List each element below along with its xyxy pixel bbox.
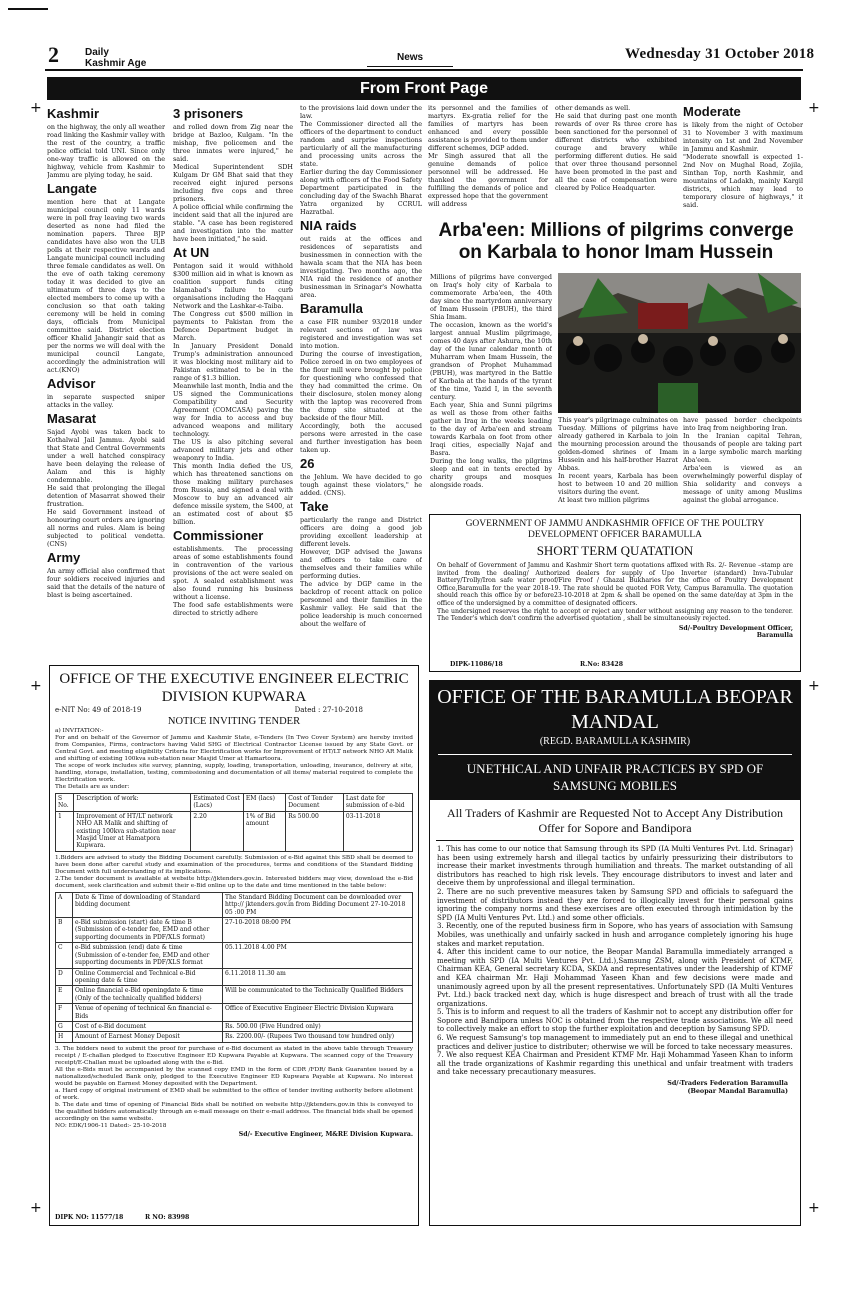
story-text: a case FIR number 93/2018 under relevant sections of law was registered and investigation was set into motion. During the course of investigation, Police zeroed in on two employees of the flour mill were brought by police for questioning who confessed that they had committed the crime. On their disclosure, stolen money along with the laptop was recovered from the dump site situated at the backside of the flour Mill. Accordingly, both the accused persons were arrested in the case and further investigation has been taken up. — [300, 318, 422, 454]
table-cell: Rs 500.00 — [286, 811, 344, 851]
registration-mark: + — [30, 678, 42, 694]
story-text: Pentagon said it would withhold $300 million aid in what is known as coalition support funds citing Islamabad's failure to curb organisations including the Haqqani Network and the Lashkar-e-Taiba. The Congress cut $500 million in payments to Pakistan from the Defence Department budget in March. In January President Donald Trump's administration announced it was blocking most military aid to Pakistan estimated to be in the range of $1.3 billion. Meanwhile last month, India and the US signed the Communications Compatibility and Security Agreement (COMCASA) paving the way for India to access and buy advanced weapons and military technology. The US is also pitching several advanced military jets and other weaponry to India. This month India defied the US, which has threatened sanctions on those making military purchases from Russia, and signed a deal with Moscow to buy an advanced air defence missile system, the S400, at an estimated cost of about $5 billion. — [173, 262, 293, 526]
story-text: is likely from the night of October 31 to November 3 with maximum intensity on 1st and 2nd November in Jammu and Kashmir. "Moderate snowfall is expected 1-2nd Nov on Mughal Road, Zojila, Sinthan Top, north Kashmir, and mountains of Ladakh, mainly Kargil districts, which may lead to temporary closure of highways," it said. — [683, 121, 803, 209]
table-cell: Cost of e-Bid document — [73, 1021, 223, 1031]
story-text: mention here that at Langate municipal council only 11 wards were in poll fray leaving two wards deserted as none had filed the nomination papers. Three BJP candidates have also won the ULB polls at their respective wards and Langate municipal council including three female candidates as well. On the eve of oath taking ceremony today it was decided to give an ultimatum of three days to the elected members to come up with a conclusion so that oath taking ceremony will be held in coming days, officials from Municipal committee said. District election officer Khalid Jahangir said that as per the norms we will deal with the municipal council Langate, accordingly the administration will act.(KNO) — [47, 198, 165, 374]
table-row — [56, 892, 413, 917]
table-row — [56, 918, 413, 943]
table-cell: Rs. 2200.00/- (Rupees Two thousand tow hundred only) — [223, 1032, 413, 1042]
table-cell: 2.20 — [191, 811, 244, 851]
table-cell: Improvement of HT/LT network NHO AR Malik and shifting of existing 100kva sub-station near Masjid Umer at Hamatpora Kupwara. — [74, 811, 191, 851]
table-cell: B — [56, 918, 73, 943]
column-3 — [300, 104, 422, 652]
table-row — [56, 943, 413, 968]
story-text: Sajad Ayobi was taken back to Kothalwal Jail Jammu. Ayobi said that State and Central Governments under a well hatched conspiracy have been delaying the release of Aalam and this is highly condemnable. He said that prolonging the illegal detention of Masarrat showed their frustration. He said Government instead of honouring court orders are ignoring all norms and rules. Alam is being subjected to political vendetta. (CNS) — [47, 428, 165, 548]
table-header: Cost of Tender Document — [286, 794, 344, 812]
corner-mark — [8, 8, 48, 10]
story-text: establishments. The processing areas of some establishments found in contravention of the various provisions of the act were sealed on spot. A sealed establishment was also found running his business without a license. The food safe establishments were directed to strictly adhere — [173, 545, 293, 617]
story-heading: Army — [47, 550, 81, 565]
table-header: Description of work: — [74, 794, 191, 812]
table-cell: 1% of Bid amount — [243, 811, 285, 851]
table-cell: E — [56, 986, 73, 1004]
story-heading: Take — [300, 499, 329, 514]
registration-mark: + — [808, 1200, 820, 1216]
table-cell: 03-11-2018 — [343, 811, 412, 851]
table-cell: F — [56, 1004, 73, 1022]
table-row — [56, 986, 413, 1004]
kupwara-terms: 3. The bidders need to submit the proof for purchase of e-Bid document as stated in the above table through Treasury receipt / E-challan pledged to Executive Engineer ED Kupwara Payable at Kupwara. The scanned copy of the Treasury receipt/E-Challan must be uploaded along with the e-Bid. All the e-Bids must be accompanied by the scanned copy EMD in the form of CDR /FDR/ Bank Guarantee issued by a nationalized/scheduled Bank only, pledged to the Executive Engineer ED Kupwara Payable at Kupwara. No interest would be payable on Earnest Money deposited with the Department. a. Hard copy of original instrument of EMD shall be submitted to the office of tender inviting authority before allotment of work. b. The date and time of opening of Financial Bids shall be notified on website http://jktenders.gov.in this is conveyed to the qualified bidders automatically through an e-mail message on their e-mail address. The financial bids shall be opened accordingly on the same website. NO: EDK/1906-11 Dated:- 25-10-2018 — [55, 1045, 413, 1129]
story-text: to the provisions laid down under the law. The Commissioner directed all the officers of the department to conduct random and surprise inspections particularly of all the manufacturing and processing units across the state. Earlier during the day Commissioner along with officers of the Food Safety Department participated in the concluding day of the Swachh Bharat Yatra organized by CCRUL Hazratbal. — [300, 104, 422, 216]
table-row — [56, 1021, 413, 1031]
kupwara-enit: e-NIT No: 49 of 2018-19 — [55, 706, 142, 714]
section-band: From Front Page — [47, 77, 801, 100]
beopar-subtitle: UNETHICAL AND UNFAIR PRACTICES BY SPD OF SAMSUNG MOBILES — [466, 761, 764, 793]
kupwara-works-table — [55, 793, 413, 852]
table-row — [56, 1004, 413, 1022]
arbaeen-text-2: This year's pilgrimage culminates on Tuesday. Millions of pilgrims have already gathered in Karbala to join the mourning procession around the golden-domed shrines of Imam Hussein and his half-brother Hazrat Abbas. In recent years, Karbala has been host to between 10 and 20 million visitors during the event. At least two million pilgrims — [558, 416, 678, 504]
beopar-sign: Sd/-Traders Federation Baramulla (Beopar Mandal Baramulla) — [667, 1079, 788, 1096]
kupwara-subtitle: NOTICE INVITING TENDER — [167, 716, 301, 727]
kupwara-rno: R NO: 83998 — [145, 1214, 190, 1222]
table-cell: A — [56, 892, 73, 917]
section-label: News — [397, 52, 424, 63]
story-heading: 26 — [300, 456, 315, 471]
arbaeen-headline: Arba'een: Millions of pilgrims converge on Karbala to honor Imam Hussein — [438, 220, 794, 263]
registration-mark: + — [30, 100, 42, 116]
pilgrims-photo — [558, 273, 801, 413]
table-cell: Online financial e-Bid openingdate & time (Only of the technically qualified bidders) — [73, 986, 223, 1004]
story-heading: 3 prisoners — [173, 106, 244, 121]
story-text: other demands as well. He said that during past one month rewards of over Rs three crore has been sanctioned for the personnel of different districts who exhibited courage and bravery while performing different duties. He said that over three thousand personnel have been promoted in the past and all the case of compensation were cleared by Police Headquarter. — [555, 104, 677, 192]
table-cell: e-Bid submission (start) date & time B (Submission of e-tender fee, EMD and other supporting documents in PDF/XLS format) — [73, 918, 223, 943]
table-header: Last date for submission of e-bid — [343, 794, 412, 812]
arbaeen-text-3: have passed border checkpoints into Iraq from neighboring Iran. In the Iranian capital Tehran, thousands of people are taking part in a large symbolic march marking Aba'een. Arba'een is viewed as an overwhelmingly powerful display of Shia solidarity and conveys a message of unity among Muslims against the global arrogance. — [683, 416, 802, 504]
story-heading: Moderate — [683, 104, 741, 119]
story-text: on the highway, the only all weather road linking the Kashmir valley with the rest of the country, a traffic police official told UNI. Since only one-way traffic is allowed on the highway, vehicle from Kashmir to Jammu are plying today, he said. — [47, 123, 165, 179]
table-cell: 05.11.2018 4.00 PM — [223, 943, 413, 968]
story-heading: Advisor — [47, 376, 96, 391]
story-heading: Baramulla — [300, 301, 363, 316]
poultry-sign: Sd/-Poultry Development Officer, Baramulla — [678, 624, 793, 640]
registration-mark: + — [808, 678, 820, 694]
beopar-regd: (REGD. BARAMULLA KASHMIR) — [539, 736, 691, 747]
table-cell: Office of Executive Engineer Electric Division Kupwara — [223, 1004, 413, 1022]
story-heading: Masarat — [47, 411, 97, 426]
divider — [436, 840, 794, 841]
story-text: in separate suspected sniper attacks in the valley. — [47, 393, 165, 409]
table-cell: C — [56, 943, 73, 968]
page-date: Wednesday 31 October 2018 — [625, 46, 815, 62]
kupwara-instructions: 1.Bidders are advised to study the Bidding Document carefully. Submission of e-Bid against this SBD shall be deemed to have been done after careful study and examination of the procedures, terms and conditions of the Standard Bidding Document with full understanding of its implications. 2.The tender document is available at website http://jktenders.gov.in. Interested bidders may view, download the e-Bid document, seek clarification and submit their e-Bid online up to the date and time mentioned in the table below: — [55, 854, 413, 889]
poultry-subtitle: SHORT TERM QUATATION — [536, 543, 694, 558]
column-1 — [47, 104, 165, 652]
poultry-dipk: DIPK-11086/18 — [450, 661, 503, 669]
registration-mark: + — [808, 100, 820, 116]
story-heading: NIA raids — [300, 218, 357, 233]
table-cell: Venue of opening of technical &n financial e-Bids — [73, 1004, 223, 1022]
beopar-header — [430, 681, 800, 800]
table-row — [56, 968, 413, 986]
story-heading: Commissioner — [173, 528, 264, 543]
beopar-body: 1. This has come to our notice that Samsung through its SPD (IA Multi Ventures Pvt. Ltd. Srinagar) has been using extremely harsh and illegal tactics by unfairly pressurizing their distributors to increase their market investments through humiliation and threats. The market outstanding of all distributors has reached to high risk levels. They encourage distributors to invest and later and deceive them by unprofessional and illegal termination. 2. There are no such preventive measures taken by Samsung SPD and officials to safeguard the investment of distributors instead they are forced to illogically invest for their personal gains ignoring the company norms and these exercises are often executed through intimidation by the SPD (IA Multi Ventures Pvt. Ltd.) and some other officials. 3. Recently, one of the reputed business firm in Sopore, who has years of association with Samsung Mobiles, was unethically and unfairly sacked in hush and arrogance completely ignoring his huge stakes and market reputation. 4. After this incident came to our notice, the Beopar Mandal Baramulla immediately arranged a meeting with SPD (IA Multi Ventures Pvt. Ltd.),Samsung ZSM, along with President of KTMF, Chairman KEA, General secretary KCDA, SKDA and representatives under the leadership of KTMF and KEA chairman Mr. Haji Mohammad Yaseen Khan and few decisions were made and unanimously agreed upon by all the present representatives. Unfortunately SPD (IA Multi Ventures Pvt. Ltd.) back tracked next day, which is huge disrespect and breach of trust with all the trade organizations. 5. This is to inform and request to all the traders of Kashmir not to accept any distribution offer for Sopore and Bandipora unless NOC is obtained from the respective trade associations. We all need to collectively make an effort to stop the further exploitation and deception by Samsung SPD. 6. We request Samsung's top management to immediately put an end to these illegal and unethical practices and deliver justice to distributer; otherwise we will be forced to take necessary measures. 7. We also request KEA Chairman and President KTMF Mr. Haji Mohammad Yaseen Khan to inform all the trade organizations of Kashmir regarding this unethical and unfair treatment with traders and take necessary precautionary measures. — [437, 845, 793, 1077]
story-text: its personnel and the families of martyrs. Ex-gratia relief for the families of martyrs has been enhanced and every possible assistance is provided to them under different schemes, DGP added. Mr Singh assured that all the genuine demands of police personnel will be addressed. He thanked the government for fulfilling the demands of police and expressed hope that the government will address — [428, 104, 548, 208]
table-header-row — [56, 794, 413, 812]
poultry-notice — [429, 514, 801, 672]
table-cell: G — [56, 1021, 73, 1031]
table-cell: The Standard Bidding Document can be downloaded over http:// jktenders.gov.in from Bidding Document 27-10-2018 05 :00 PM — [223, 892, 413, 917]
arbaeen-text-1: Millions of pilgrims have converged on Iraq's holy city of Karbala to commemorate Arba'een, the 40th day since the martyrdom anniversary of Imam Hussein (PBUH), the third Shia Imam. The occasion, known as the world's largest annual Muslim pilgrimage, comes 40 days after Ashura, the 10th day of the lunar calendar month of Muharram when Imam Hussein, the grandson of Prophet Muhammad (PBUH), was martyred in the Battle of Karbala at the hands of the tyrant of the time, Yazid I, in the seventh century. Each year, Shia and Sunni pilgrims as well as those from other faiths gather in Iraq in the weeks leading to the day of Arba'een and stream towards Karbala on foot from other Iraqi cities, especially Najaf and Basra. During the long walks, the pilgrims sleep and eat in tents erected by charity groups and mosques alongside roads. — [430, 273, 552, 489]
story-text: out raids at the offices and residences of separatists and businessmen in connection with the hawala scam that the NIA has been investigating. Two months ago, the NIA raid the residence of another businessman in Srinagar's Nowhatta area. — [300, 235, 422, 299]
beopar-title: OFFICE OF THE BARAMULLA BEOPAR MANDAL — [437, 686, 793, 733]
table-cell: e-Bid submission (end) date & time (Submission of e-tender fee, EMD and other supporting documents in PDF/XLS format — [73, 943, 223, 968]
page-number: 2 — [48, 42, 59, 67]
poultry-rno: R.No: 83428 — [580, 661, 624, 669]
kupwara-sign: Sd/- Executive Engineer, M&RE Division Kupwara. — [238, 1130, 413, 1138]
poultry-title: GOVERNMENT OF JAMMU ANDKASHMIR OFFICE OF THE POULTRY DEVELOPMENT OFFICER BARAMULLA — [465, 519, 765, 540]
table-cell: Will be communicated to the Technically Qualified Bidders — [223, 986, 413, 1004]
table-cell: Date & Time of downloading of Standard bidding document — [73, 892, 223, 917]
story-heading: At UN — [173, 245, 210, 260]
table-row — [56, 1032, 413, 1042]
table-cell: Rs. 500.00 (Five Hundred only) — [223, 1021, 413, 1031]
table-header: S No. — [56, 794, 74, 812]
poultry-body: On behalf of Government of Jammu and Kashmir Short term quotations affixed with Rs. 2/- Revenue –stamp are invited from the dealing/ Authorized dealers for supply of Upo Inverter (standard) Inva-Tubular Battery/Trolly/Iron safe water proof/Fire Proof / Ghazal Bukharies for the office of Poultry Development Office,Baramulla for the year 2018-19. The rate should be quoted FOR Vety, Campus Baramulla. The quotation should reach this office by or before23-10-2018 at 2pm & shall be opened on the same date/day at 3pm in the office of the undersigned by a committee of designated officers. The undersigned reserves the right to accept or reject any tender without assigning any reason to the tenderer. The Tender's which don't confirm the advertised quotation , shall be simultaneously rejected. — [437, 562, 793, 623]
kupwara-dipk: DIPK NO: 11577/18 — [55, 1214, 124, 1222]
column-2 — [173, 104, 293, 652]
table-cell: 27-10-2018 08:00 PM — [223, 918, 413, 943]
table-row — [56, 811, 413, 851]
table-cell: Amount of Earnest Money Deposit — [73, 1032, 223, 1042]
table-header: Estimated Cost (Lacs) — [191, 794, 244, 812]
kupwara-schedule-table — [55, 892, 413, 1043]
story-text: the Jehlum. We have decided to go tough against these violators," he added. (CNS). — [300, 473, 422, 497]
kupwara-dated: Dated : 27-10-2018 — [294, 706, 363, 714]
story-text: particularly the range and District officers are doing a good job providing excellent leadership at different levels. However, DGP advised the Jawans and officers to take care of themselves and their families while performing duties. The advice by DGP came in the backdrop of recent attack on police personnel and their families in the Kashmir valley. He said that the police leadership is much concerned about the welfare of — [300, 516, 422, 628]
story-heading: Langate — [47, 181, 97, 196]
paper-name: Daily Kashmir Age — [85, 47, 147, 69]
table-cell: H — [56, 1032, 73, 1042]
story-heading: Kashmir — [47, 106, 100, 121]
column-6 — [683, 104, 803, 216]
registration-mark: + — [30, 1200, 42, 1216]
table-cell: 6.11.2018 11.30 am — [223, 968, 413, 986]
kupwara-title: OFFICE OF THE EXECUTIVE ENGINEER ELECTRIC DIVISION KUPWARA — [59, 671, 409, 705]
table-header: EM (lacs) — [243, 794, 285, 812]
column-5 — [555, 104, 677, 216]
table-cell: 1 — [56, 811, 74, 851]
table-cell: D — [56, 968, 73, 986]
header-rule — [45, 69, 803, 71]
column-4 — [428, 104, 548, 216]
table-cell: Online Commercial and Technical e-Bid opening date & time — [73, 968, 223, 986]
kupwara-notice — [49, 665, 419, 1226]
kupwara-intro: a) INVITATION:- For and on behalf of the Governor of Jammu and Kashmir State, e-Tenders (In Two Cover System) are hereby invited from Companies, Firms, contractors having Valid SHG of Electrical Contractor License issued by any State Govt. or Central Govt. and meeting eligibility Criteria for Electrification works for Improvement of HT/LT network NHO AR Malik and shifting of existing 100kva sub-station near Masjid Umer at Hamartoora. The scope of work includes site survey, planning, supply, loading, transportation, unloading, insurance, delivery at site, handling, storage, installation, testing, commissioning and documentation of all items/ material required to complete the Electrification work. The Details are as under: — [55, 728, 413, 790]
beopar-request: All Traders of Kashmir are Requested Not to Accept Any Distribution Offer for Sopore and Bandipora — [447, 806, 783, 835]
header-divider — [438, 754, 792, 755]
beopar-mandal-notice — [429, 680, 801, 1226]
story-text: An army official also confirmed that four soldiers received injuries and said that the details of the nature of blast is being ascertained. — [47, 567, 165, 599]
story-text: and rolled down from Zig near the bridge at Bazloo, Kulgam. "In the mishap, five policemen and the three inmates were injured," he said. Medical Superintendent SDH Kulgam Dr GM Bhat said that they received eight injured persons including five cops and three prisoners. A police official while confirming the incident said that all the injured are stable. "A case has been registered and investigation into the matter have been initiated," he said. — [173, 123, 293, 243]
